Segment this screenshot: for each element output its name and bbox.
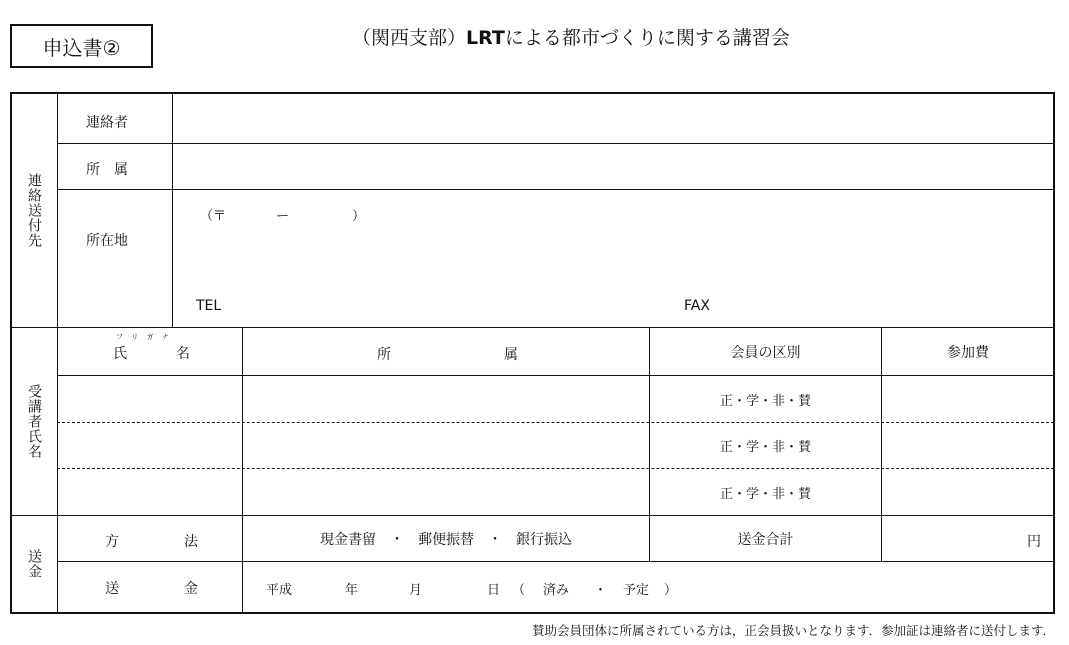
form-number-text: 申込書②	[42, 35, 121, 60]
fee-field[interactable]	[882, 423, 1054, 468]
title-bold: LRT	[466, 27, 505, 49]
sent-label-left: 送	[105, 581, 119, 597]
status-close: ）	[664, 583, 678, 598]
status-planned[interactable]: 予定	[623, 583, 650, 598]
attendee-name-field[interactable]	[58, 376, 242, 422]
attendee-affiliation-header-right: 属	[504, 347, 518, 363]
footnote: 賛助会員団体に所属されている方は，正会員扱いとなります．参加証は連絡者に送付します．	[531, 623, 1055, 638]
date-month: 月	[409, 583, 423, 598]
address-field[interactable]	[173, 190, 1053, 327]
name-header-right: 名	[176, 346, 190, 362]
sent-label-right: 金	[184, 581, 198, 597]
date-day: 日	[487, 583, 501, 598]
title-prefix: （関西支部）	[352, 27, 467, 49]
attendee-affiliation-field[interactable]	[243, 423, 649, 468]
title-suffix: による都市づくりに関する講習会	[504, 27, 790, 49]
date-year: 年	[345, 583, 359, 598]
postal-code-close: ）	[352, 209, 366, 224]
fee-header: 参加費	[947, 344, 989, 361]
name-header-left: 氏	[113, 346, 127, 362]
yen-unit: 円	[1027, 534, 1041, 550]
date-era: 平成	[266, 583, 293, 598]
method-label-right: 法	[184, 534, 198, 550]
fee-field[interactable]	[882, 469, 1054, 515]
affiliation-field[interactable]	[173, 144, 1053, 189]
attendee-affiliation-field[interactable]	[243, 469, 649, 515]
tel-label: TEL	[196, 298, 222, 314]
attendee-name-field[interactable]	[58, 469, 242, 515]
membership-options[interactable]: 正・学・非・賛	[719, 486, 811, 502]
total-remittance-label: 送金合計	[737, 531, 794, 548]
attendee-affiliation-field[interactable]	[243, 376, 649, 422]
fax-label: FAX	[684, 298, 710, 314]
fee-field[interactable]	[882, 376, 1054, 422]
affiliation-label: 所 属	[86, 162, 128, 178]
status-done[interactable]: 済み	[543, 583, 570, 598]
contact-person-label: 連絡者	[86, 115, 128, 131]
furigana-label: フ リ ガ ナ	[116, 333, 172, 341]
payment-methods[interactable]: 現金書留 ・ 郵便振替 ・ 銀行振込	[320, 531, 572, 548]
postal-code-open: （〒	[200, 209, 227, 224]
method-label-left: 方	[105, 534, 119, 550]
page-title	[352, 23, 790, 50]
attendee-affiliation-header-left: 所	[377, 347, 391, 363]
attendees-section-label: 受講者氏名	[26, 383, 42, 459]
membership-header: 会員の区別	[730, 344, 801, 361]
form-number-badge	[10, 24, 153, 68]
postal-code-dash: ー	[276, 209, 290, 224]
status-dot: ・	[594, 583, 608, 598]
membership-options[interactable]: 正・学・非・賛	[719, 440, 811, 455]
membership-options[interactable]: 正・学・非・賛	[719, 393, 811, 409]
address-label: 所在地	[86, 233, 128, 249]
status-open: （	[512, 583, 526, 598]
remittance-section-label: 送金	[26, 549, 42, 579]
contact-person-field[interactable]	[173, 94, 1053, 143]
contact-section-label: 連絡送付先	[26, 172, 42, 248]
attendee-name-field[interactable]	[58, 423, 242, 468]
